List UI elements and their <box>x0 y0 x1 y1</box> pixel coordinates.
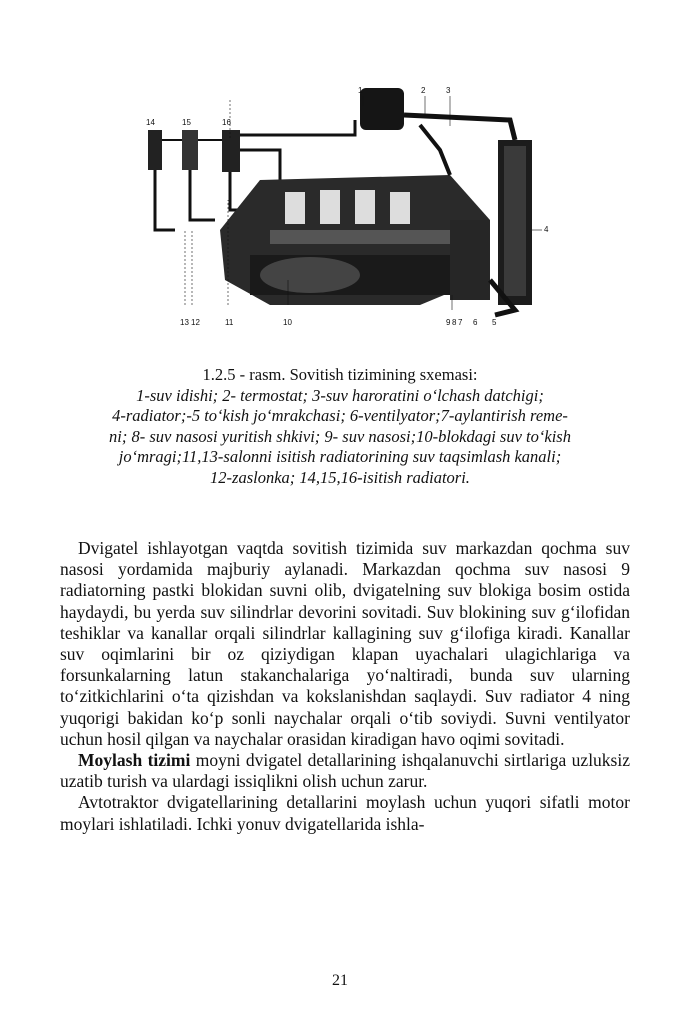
paragraph-cooling: Dvigatel ishlayotgan vaqtda sovitish tizimida suv markazdan qochma suv nasosi yordamida majburiy aylanadi. Markazdan qochma suv nasosi 9 radiatorning pastki blokidan suvni olib, dvigatelning suv blokiga bosim ostida haydaydi, bu yerda suv silindrlar devorini sovitadi. Suv blokining suv g‘ilofidan teshiklar va kanallar orqali silindrlar kallagining suv g‘ilofiga kiradi. Kanallar suv oqimlarini bir oz qiziydigan klapan uyachalari ulagichlariga va forsunkalarning latun stakanchalariga yo‘naltiradi, bunda suv ularning to‘zitkichlarini o‘ta qizishdan va kokslanishdan saqlaydi. Suv radiator 4 ning yuqorigi bakidan ko‘p sonli naychalar orqali o‘tib soviydi. Suvni ventilyator uchun hosil qilgan va naychalar orasidan kiradigan havo oqimi sovitadi. <box>60 538 630 749</box>
fan <box>450 220 490 300</box>
caption-line: 4-radiator;-5 to‘kish jo‘mrakchasi; 6-ventilyator;7-aylantirish reme- <box>112 406 568 425</box>
paragraph-lubrication <box>60 750 630 792</box>
paragraph-lubrication-text: moyni dvigatel detallarining ishqalanuvchi sirtlariga uzluksiz uzatib turish va ulardagi issiqlikni olish uchun zarur. <box>60 750 630 792</box>
page-number: 21 <box>332 972 348 989</box>
label-11: 11 <box>225 318 234 327</box>
label-6: 6 <box>473 318 478 327</box>
label-1: 1 <box>358 86 363 95</box>
label-16: 16 <box>222 118 231 127</box>
cooling-system-diagram <box>120 80 570 340</box>
label-4: 4 <box>544 225 549 234</box>
label-15: 15 <box>182 118 191 127</box>
caption-line: ni; 8- suv nasosi yuritish shkivi; 9- suv nasosi;10-blokdagi suv to‘kish <box>109 426 571 446</box>
label-2: 2 <box>421 86 426 95</box>
heater-radiator-16 <box>222 130 240 172</box>
label-14: 14 <box>146 118 155 127</box>
heater-radiator-14 <box>148 130 162 170</box>
label-10: 10 <box>283 318 292 327</box>
water-tank <box>360 88 404 130</box>
label-7: 7 <box>458 318 463 327</box>
caption-line: 1-suv idishi; 2- termostat; 3-suv haroratini o‘lchash datchigi; <box>136 385 544 405</box>
term-lubrication-system: Moylash tizimi <box>78 750 191 771</box>
label-13: 13 <box>180 318 189 327</box>
label-9: 9 <box>446 318 451 327</box>
paragraph-motor-oils: Avtotraktor dvigatellarining detallarini moylash uchun yuqori sifatli motor moylari ishlatiladi. Ichki yonuv dvigatellarida ishla- <box>60 792 630 834</box>
body-text <box>60 538 630 835</box>
caption-title: 1.2.5 - rasm. Sovitish tizimining sxemasi: <box>202 365 478 384</box>
label-8: 8 <box>452 318 457 327</box>
figure-caption <box>40 365 640 488</box>
label-3: 3 <box>446 86 451 95</box>
label-12: 12 <box>191 318 200 327</box>
heater-radiator-15 <box>182 130 198 170</box>
caption-line: jo‘mragi;11,13-salonni isitish radiatorining suv taqsimlash kanali; <box>118 447 562 466</box>
label-5: 5 <box>492 318 497 327</box>
caption-line: 12-zaslonka; 14,15,16-isitish radiatori. <box>210 467 470 487</box>
engine-illustration <box>120 80 570 340</box>
